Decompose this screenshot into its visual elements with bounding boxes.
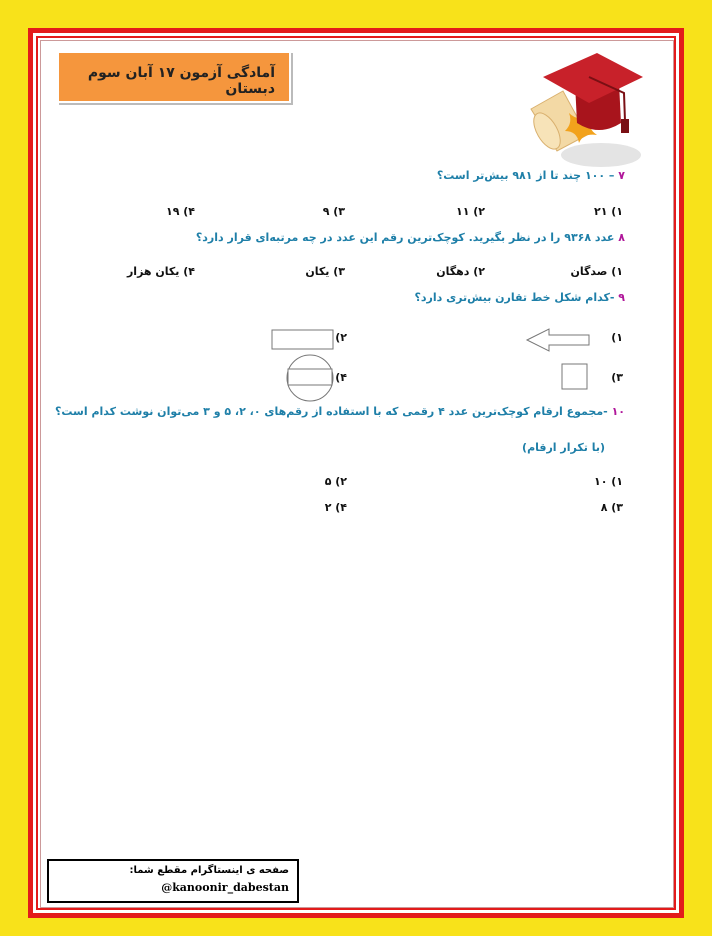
q10-option-3: ۳) ۸ (600, 501, 623, 514)
q9-option-3-label: ۳) (611, 371, 623, 384)
question-7-number: ۷ (618, 169, 625, 182)
graduation-cap-icon (529, 47, 644, 169)
q8-option-4: ۴) یکان هزار (126, 265, 195, 278)
question-7 (437, 169, 625, 182)
q9-option-2-label: ۲) (335, 331, 347, 344)
instagram-handle[interactable]: @kanoonir_dabestan (161, 881, 289, 894)
q7-option-2: ۲) ۱۱ (455, 205, 485, 218)
worksheet-page (40, 40, 674, 908)
question-7-text: – ۱۰۰ چند تا از ۹۸۱ بیش‌تر است؟ (436, 169, 615, 182)
question-10-number: ۱۰ (611, 405, 625, 418)
footer-caption: صفحه ی اینستاگرام مقطع شما: (129, 865, 289, 876)
question-9-number: ۹ (618, 291, 625, 304)
circle-with-rectangle-icon (285, 353, 335, 403)
question-8-number: ۸ (618, 231, 625, 244)
instagram-footer-box (47, 859, 299, 903)
rectangle-shape-icon (271, 329, 335, 351)
question-8-text: عدد ۹۳۶۸ را در نظر بگیرید. کوچک‌ترین رقم این عدد در چه مرتبه‌ای قرار دارد؟ (195, 231, 615, 244)
q10-option-1: ۱) ۱۰ (593, 475, 623, 488)
q8-option-1: ۱) صدگان (570, 265, 623, 278)
q7-option-1: ۱) ۲۱ (593, 205, 623, 218)
q8-option-2: ۲) دهگان (436, 265, 485, 278)
question-10 (55, 405, 625, 418)
question-10-text: -مجموع ارقام کوچک‌ترین عدد ۴ رقمی که با استفاده از رقم‌های ۰، ۲، ۵ و ۳ می‌توان نوشت کدام است؟ (55, 405, 608, 418)
q7-option-4: ۴) ۱۹ (165, 205, 195, 218)
question-9-text: -کدام شکل خط‌ تقارن بیش‌تری دارد؟ (414, 291, 615, 304)
q7-option-3: ۳) ۹ (322, 205, 345, 218)
arrow-shape-icon (525, 327, 591, 353)
q9-option-4-label: ۴) (335, 371, 347, 384)
q9-option-1-label: ۱) (611, 331, 623, 344)
q10-option-4: ۴) ۲ (324, 501, 347, 514)
page-title: آمادگی آزمون ۱۷ آبان سوم دبستان (87, 65, 275, 97)
question-9 (415, 291, 626, 304)
square-shape-icon (561, 363, 589, 391)
q8-option-3: ۳) یکان (305, 265, 345, 278)
title-banner (57, 51, 291, 103)
question-10-note: (با تکرار ارقام) (522, 441, 605, 454)
q10-option-2: ۲) ۵ (324, 475, 347, 488)
question-8 (196, 231, 625, 244)
